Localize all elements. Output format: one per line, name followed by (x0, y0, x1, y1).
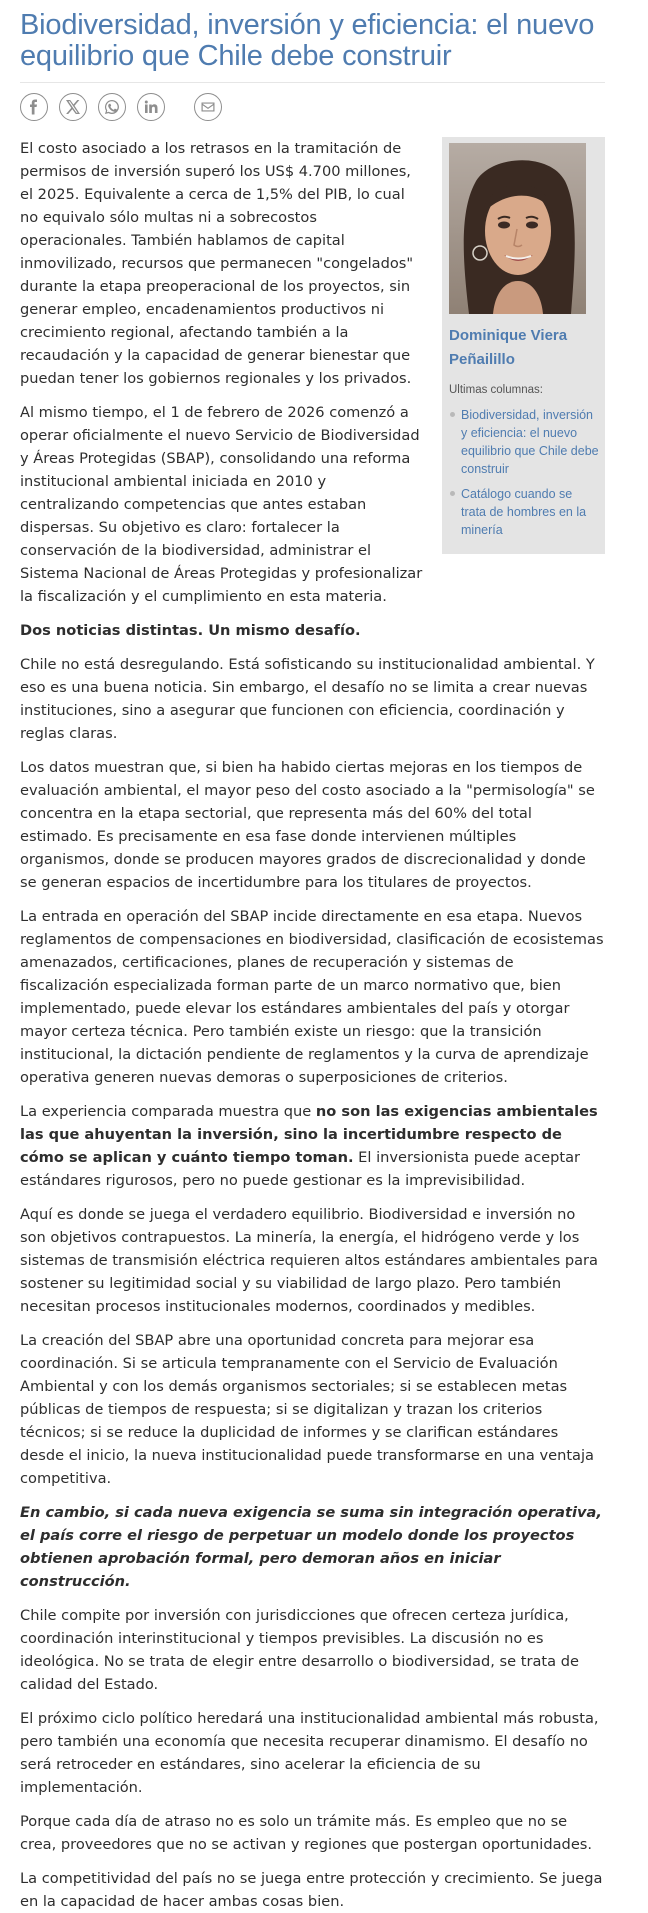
subheading-text: Dos noticias distintas. Un mismo desafío. (20, 622, 361, 639)
whatsapp-icon (104, 99, 120, 115)
facebook-share-button[interactable] (20, 93, 48, 121)
latest-columns-label: Ultimas columnas: (449, 384, 543, 396)
email-share-button[interactable] (194, 93, 222, 121)
author-photo[interactable] (449, 143, 586, 314)
paragraph: Al mismo tiempo, el 1 de febrero de 2026 comenzó a operar oficialmente el nuevo Servicio de Biodiversidad y Áreas Protegidas (SBAP), consolidando una reforma institucional ambiental iniciada en 2010 y centralizando competencias que antes estaban dispersas. Su objetivo es claro: fortalecer la conservación de la biodiversidad, administrar el Sistema Nacional de Áreas Protegidas y profesionalizar la fiscalización y el cumplimiento en esta materia. (20, 404, 423, 605)
article-body (20, 137, 605, 1913)
paragraph: Chile compite por inversión con jurisdicciones que ofrecen certeza jurídica, coordinación interinstitucional y tiempos previsibles. La discusión no es ideológica. No se trata de elegir entre desarrollo o biodiversidad, se trata de calidad del Estado. (20, 1607, 579, 1693)
paragraph: Los datos muestran que, si bien ha habido ciertas mejoras en los tiempos de evaluación ambiental, el mayor peso del costo asociado a la "permisología" se concentra en la etapa sectorial, que representa más del 60% del total estimado. Es precisamente en esa fase donde intervienen múltiples organismos, donde se producen mayores grados de discrecionalidad y donde se generan espacios de incertidumbre para los titulares de proyectos. (20, 759, 595, 891)
paragraph-text: El inversionista puede aceptar estándares rigurosos, pero no puede gestionar es la imprevisibilidad. (20, 1149, 581, 1189)
paragraph: El próximo ciclo político heredará una institucionalidad ambiental más robusta, pero también una economía que necesita recuperar dinamismo. El desafío no será retroceder en estándares, sino acelerar la eficiencia de su implementación. (20, 1710, 599, 1796)
latest-column-link[interactable]: Catálogo cuando se trata de hombres en la minería (449, 485, 599, 539)
x-icon (65, 99, 81, 115)
linkedin-icon (143, 99, 159, 115)
paragraph: La entrada en operación del SBAP incide directamente en esa etapa. Nuevos reglamentos de compensaciones en biodiversidad, clasificación de ecosistemas amenazados, certificaciones, planes de recuperación y sistemas de fiscalización especializada forman parte de un marco normativo que, bien implementado, puede elevar los estándares ambientales del país y otorgar mayor certeza técnica. Pero también existe un riesgo: que la transición institucional, la dictación pendiente de reglamentos y la curva de aprendizaje operativa generen nuevas demoras o superposiciones de criterios. (20, 908, 604, 1086)
paragraph: Chile no está desregulando. Está sofisticando su institucionalidad ambiental. Y eso es una buena noticia. Sin embargo, el desafío no se limita a crear nuevas instituciones, sino a asegurar que funcionen con eficiencia, coordinación y reglas claras. (20, 656, 595, 742)
email-icon (200, 99, 216, 115)
paragraph-text: La experiencia comparada muestra que (20, 1103, 316, 1120)
author-sidebar (442, 137, 605, 554)
paragraph: La creación del SBAP abre una oportunidad concreta para mejorar esa coordinación. Si se articula tempranamente con el Servicio de Evaluación Ambiental y con los demás organismos sectoriales; si se establecen metas públicas de tiempos de respuesta; si se digitalizan y trazan los criterios técnicos; si se reduce la duplicidad de informes y se clarifican estándares desde el inicio, la nueva institucionalidad puede transformarse en una ventaja competitiva. (20, 1332, 595, 1487)
whatsapp-share-button[interactable] (98, 93, 126, 121)
title-divider (20, 82, 605, 83)
latest-columns-list (449, 406, 599, 539)
latest-column-link[interactable]: Biodiversidad, inversión y eficiencia: el nuevo equilibrio que Chile debe construir (449, 406, 599, 478)
paragraph (20, 1100, 605, 1192)
x-share-button[interactable] (59, 93, 87, 121)
emphasized-paragraph: En cambio, si cada nueva exigencia se suma sin integración operativa, el país corre el riesgo de perpetuar un modelo donde los proyectos obtienen aprobación formal, pero demoran años en iniciar construcción. (20, 1504, 602, 1590)
share-bar (20, 93, 605, 121)
highlighted-text: no son las exigencias ambientales las que ahuyentan la inversión, sino la incertidumbre respecto de cómo se aplican y cuánto tiempo toman. (20, 1103, 598, 1166)
paragraph: Porque cada día de atraso no es solo un trámite más. Es empleo que no se crea, proveedores que no se activan y regiones que postergan oportunidades. (20, 1813, 593, 1853)
paragraph: La competitividad del país no se juega entre protección y crecimiento. Se juega en la capacidad de hacer ambas cosas bien. (20, 1870, 603, 1910)
linkedin-share-button[interactable] (137, 93, 165, 121)
author-name-link[interactable]: Dominique Viera Peñailillo (449, 327, 568, 368)
subheading (20, 619, 605, 642)
paragraph: El costo asociado a los retrasos en la tramitación de permisos de inversión superó los US$ 4.700 millones, el 2025. Equivalente a cerca de 1,5% del PIB, lo cual no equivalo sólo multas ni a sobrecostos operacionales. También hablamos de capital inmovilizado, recursos que permanecen "congelados" durante la etapa preoperacional de los proyectos, sin generar empleo, encadenamientos productivos ni crecimiento regional, afectando también a la recaudación y la capacidad de generar bienestar que puedan tener los gobiernos regionales y los privados. (20, 140, 414, 387)
author-portrait-image (449, 143, 586, 314)
paragraph: Aquí es donde se juega el verdadero equilibrio. Biodiversidad e inversión no son objetivos contrapuestos. La minería, la energía, el hidrógeno verde y los sistemas de transmisión eléctrica requieren altos estándares ambientales para sostener su legitimidad social y su viabilidad de largo plazo. Pero también necesitan procesos institucionales modernos, coordinados y medibles. (20, 1206, 598, 1315)
facebook-icon (26, 99, 42, 115)
article-title: Biodiversidad, inversión y eficiencia: el nuevo equilibrio que Chile debe construir (20, 9, 595, 72)
